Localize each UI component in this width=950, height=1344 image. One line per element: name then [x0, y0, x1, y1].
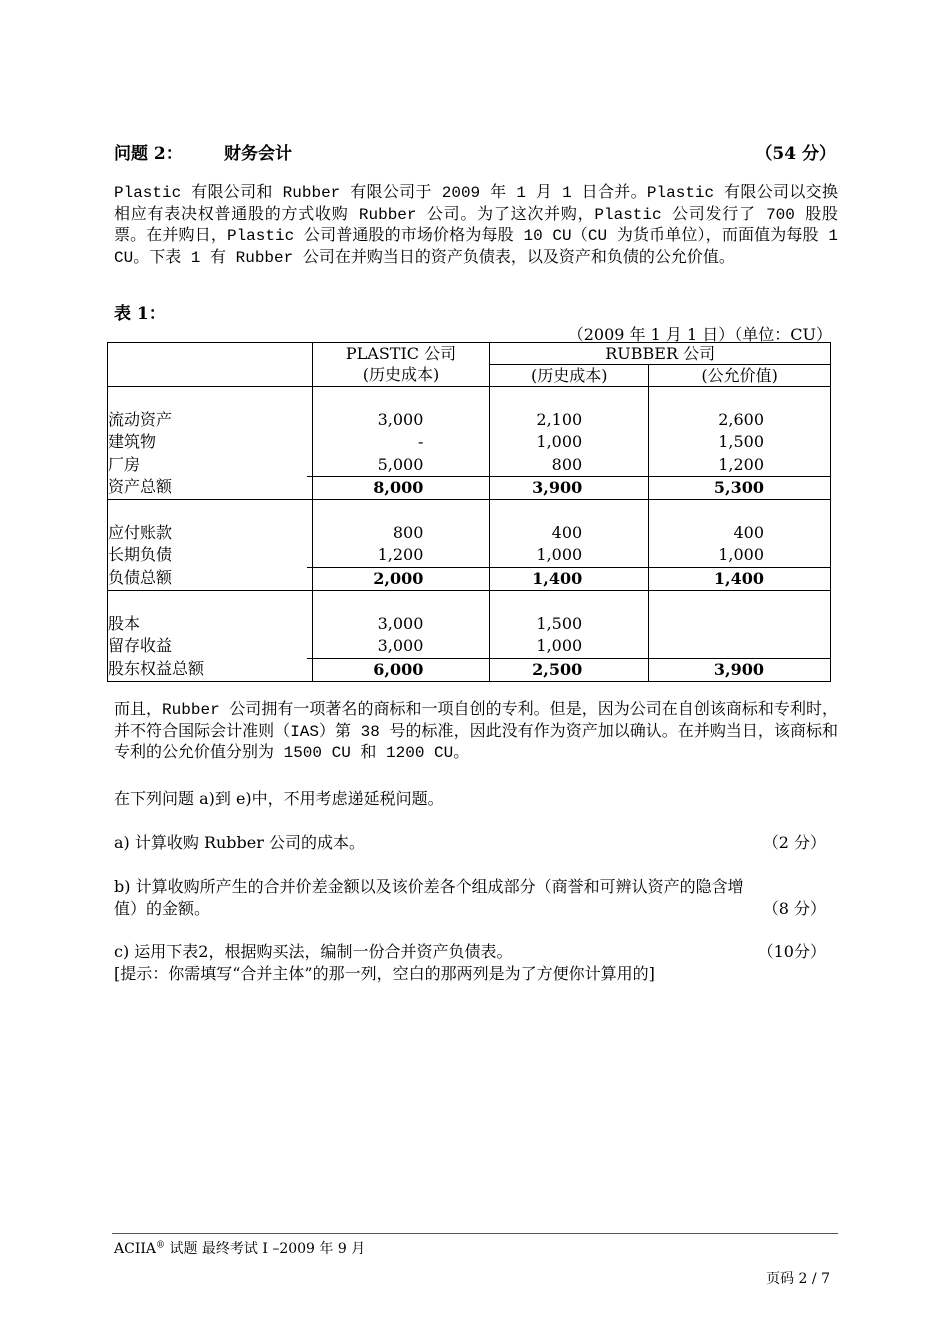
equity-rubber-fair: 3,900	[649, 591, 831, 682]
header-rubber-fair: (公允价值)	[649, 365, 831, 387]
footer-divider	[112, 1233, 838, 1234]
footer-brand: ACIIA	[114, 1241, 156, 1257]
question-a	[114, 832, 836, 854]
liabilities-rubber-fair: 400 1,000 1,400	[649, 500, 831, 591]
equity-rubber-hist: 1,500 1,000 2,500	[490, 591, 649, 682]
liabilities-labels: 应付账款 长期负债 负债总额	[108, 500, 313, 591]
question-a-text: a) 计算收购 Rubber 公司的成本。	[114, 833, 365, 852]
question-topic: 财务会计	[224, 144, 292, 164]
question-b-text: b) 计算收购所产生的合并价差金额以及该价差各个组成部分（商誉和可辨认资产的隐含增值）的金额。	[114, 877, 744, 918]
table-date-unit: （2009 年 1 月 1 日）（单位：CU）	[567, 325, 832, 344]
deferred-tax-note: 在下列问题 a)到 e)中，不用考虑递延税问题。	[114, 789, 444, 808]
page-number: 页码 2 / 7	[766, 1271, 830, 1287]
assets-labels: 流动资产 建筑物 厂房 资产总额	[108, 387, 313, 500]
assets-rubber-fair: 2,600 1,500 1,200 5,300	[649, 387, 831, 500]
trademark-paragraph: 而且，Rubber 公司拥有一项著名的商标和一项自创的专利。但是，因为公司在自创该商标和专利时，并不符合国际会计准则（IAS）第 38 号的标准，因此没有作为资产加以确认。在并购当日，该商标和专利的公允价值分别为 1500 CU 和 1200 CU。	[114, 701, 838, 762]
question-number: 问题 2：	[114, 144, 183, 164]
question-a-marks: （2 分）	[762, 833, 826, 852]
intro-paragraph: Plastic 有限公司和 Rubber 有限公司于 2009 年 1 月 1 日合并。Plastic 有限公司以交换相应有表决权普通股的方式收购 Rubber 公司。为了这次并购，Plastic 公司发行了 700 股股票。在并购日，Plastic 公司普通股的市场价格为每股 10 CU（CU 为货币单位），而面值为每股 1 CU。下表 1 有 Rubber 公司在并购当日的资产负债表，以及资产和负债的公允价值。	[114, 184, 838, 267]
question-c	[114, 941, 836, 984]
question-b	[114, 876, 836, 919]
table-title: 表 1：	[114, 304, 166, 324]
assets-plastic: 3,000 - 5,000 8,000	[312, 387, 490, 500]
liabilities-plastic: 800 1,200 2,000	[312, 500, 490, 591]
question-c-marks: （10分）	[757, 942, 826, 961]
header-rubber-hist: (历史成本)	[490, 365, 649, 387]
registered-mark: ®	[156, 1240, 165, 1251]
header-blank	[108, 343, 313, 387]
question-c-text: c) 运用下表2，根据购买法，编制一份合并资产负债表。	[114, 942, 513, 961]
equity-labels: 股本 留存收益 股东权益总额	[108, 591, 313, 682]
footer-exam: 试题 最终考试 I –2009 年 9 月	[165, 1241, 366, 1257]
question-b-marks: （8 分）	[762, 898, 826, 918]
equity-plastic: 3,000 3,000 6,000	[312, 591, 490, 682]
question-score: （54 分）	[755, 144, 836, 164]
header-rubber: RUBBER 公司	[490, 343, 831, 365]
header-plastic: PLASTIC 公司 (历史成本)	[312, 343, 490, 387]
question-c-hint: [提示：你需填写“合并主体”的那一列，空白的那两列是为了方便你计算用的]	[114, 963, 655, 983]
liabilities-rubber-hist: 400 1,000 1,400	[490, 500, 649, 591]
footer-exam-info	[114, 1238, 365, 1258]
balance-sheet-table	[107, 342, 831, 682]
assets-rubber-hist: 2,100 1,000 800 3,900	[490, 387, 649, 500]
